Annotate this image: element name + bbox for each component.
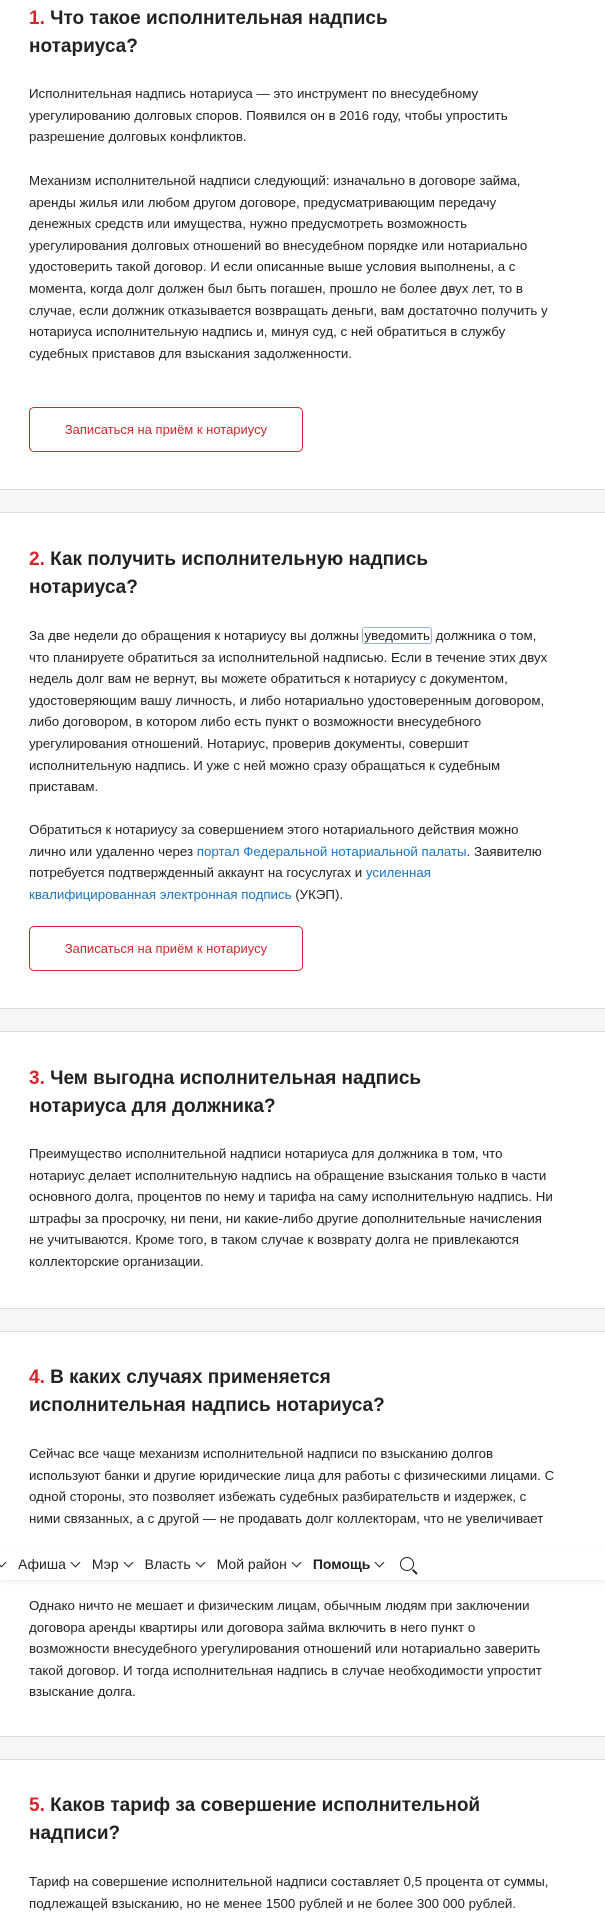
section-4-title: 4. В каких случаях применяется исполнительная надпись нотариуса? [29,1367,385,1416]
chevron-down-icon [291,1558,301,1568]
book-notary-button-1[interactable]: Записаться на приём к нотариусу [29,407,303,452]
section-2-paragraph-1: За две недели до обращения к нотариусу вы должны уведомить должника о том, что планируете обратиться за исполнительной надписью. Если в течение этих двух недель долг вам не вернут, вы можете обратиться к нотариусу с документом, удостоверяющим вашу личность, и либо нотариально удостоверенным договором, либо договором, в котором либо есть пункт о возможности внесудебного урегулирования отношений. Нотариус, проверив документы, совершит исполнительную надпись. И уже с ней можно сразу обращаться к судебным приставам. [29,628,548,795]
nav-item-afisha[interactable]: Афиша [18,1556,79,1572]
section-3-paragraph-1: Преимущество исполнительной надписи нотариуса для должника в том, что нотариус делает исполнительную надпись на обращение взыскания только в части основного долга, процентов по нему и тарифа на саму исполнительную надпись. Ни штрафы за просрочку, ни пени, ни какие-либо другие дополнительные начисления не учитываются. Кроме того, в таком случае к возврату долга не привлекаются коллекторские организации. [29,1146,553,1269]
section-gap [0,1737,605,1759]
section-5-number: 5. [29,1795,45,1816]
section-2-number: 2. [29,549,45,570]
fnp-portal-link[interactable]: портал Федеральной нотариальной палаты [196,843,467,859]
chevron-down-icon [123,1558,133,1568]
chevron-down-icon [375,1558,385,1568]
section-3-number: 3. [29,1068,45,1089]
chevron-down-icon [70,1558,80,1568]
section-divider [0,512,605,513]
section-1-paragraph-1: Исполнительная надпись нотариуса — это инструмент по внесудебному урегулированию долговых споров. Появился он в 2016 году, чтобы упростить разрешение долговых конфликтов. [29,86,508,145]
section-divider [0,1759,605,1760]
sticky-nav-bar [0,1548,605,1580]
section-4-number: 4. [29,1367,45,1388]
section-5-title: 5. Каков тариф за совершение исполнительной надписи? [29,1795,481,1844]
ukep-link-continued[interactable]: квалифицированная электронная подпись [29,886,292,902]
section-3-title: 3. Чем выгодна исполнительная надпись нотариуса для должника? [29,1068,422,1117]
section-1-title: 1. Что такое исполнительная надпись нотариуса? [29,8,388,57]
section-gap [0,1009,605,1031]
section-2-title: 2. Как получить исполнительную надпись нотариуса? [29,549,429,598]
section-2-paragraph-2: Обратиться к нотариусу за совершением этого нотариального действия можно лично или удаленно через портал Федеральной нотариальной палаты. Заявителю потребуется подтвержденный аккаунт на госуслугах и усиленная квалифицированная электронная подпись (УКЭП). [29,822,542,902]
section-divider [0,1031,605,1032]
chevron-down-icon [195,1558,205,1568]
nav-item-help[interactable]: Помощь [313,1556,384,1572]
section-gap [0,490,605,512]
section-divider [0,1331,605,1332]
notify-link[interactable]: уведомить [364,628,430,643]
book-notary-button-2[interactable]: Записаться на приём к нотариусу [29,926,303,971]
nav-item-mayor[interactable]: Мэр [92,1556,132,1572]
section-5-paragraph-1: Тариф на совершение исполнительной надписи составляет 0,5 процента от суммы, подлежащей взысканию, но не менее 1500 рублей и не более 300 000 рублей. [29,1874,549,1911]
nav-item-my-district[interactable]: Мой район [217,1556,300,1572]
section-gap [0,1309,605,1331]
nav-item-government[interactable]: Власть [145,1556,204,1572]
section-1-number: 1. [29,8,45,29]
section-4-paragraph-1: Сейчас все чаще механизм исполнительной надписи по взысканию долгов используют банки и другие юридические лица для работы с физическими лицами. С одной стороны, это позволяет избежать судебных разбирательств и издержек, с ними связанных, а с другой — не продавать долг коллекторам, что не увеличивает [29,1446,555,1526]
search-icon[interactable] [400,1557,414,1571]
ukep-link[interactable]: усиленная [365,865,431,881]
chevron-down-icon[interactable] [0,1558,6,1568]
section-4-paragraph-2: Однако ничто не мешает и физическим лицам, обычным людям при заключении договора аренды квартиры или договора займа включить в него пункт о возможности внесудебного урегулирования отношений или нотариально заверить такой договор. И тогда исполнительная надпись в случае необходимости упростит взыскание долга. [29,1598,542,1700]
section-1-paragraph-2: Механизм исполнительной надписи следующий: изначально в договоре займа, аренды жилья или любом другом договоре, предусматривающим передачу денежных средств или имущества, нужно предусмотреть возможность урегулирования долговых отношений во внесудебном порядке или нотариально удостоверить такой договор. И если описанные выше условия выполнены, а с момента, когда долг должен был быть погашен, прошло не более двух лет, то в случае, если должник отказывается возвращать деньги, вам достаточно получить у нотариуса исполнительную надпись и, минуя суд, с ней обратиться в службу судебных приставов для взыскания задолженности. [29,173,548,361]
